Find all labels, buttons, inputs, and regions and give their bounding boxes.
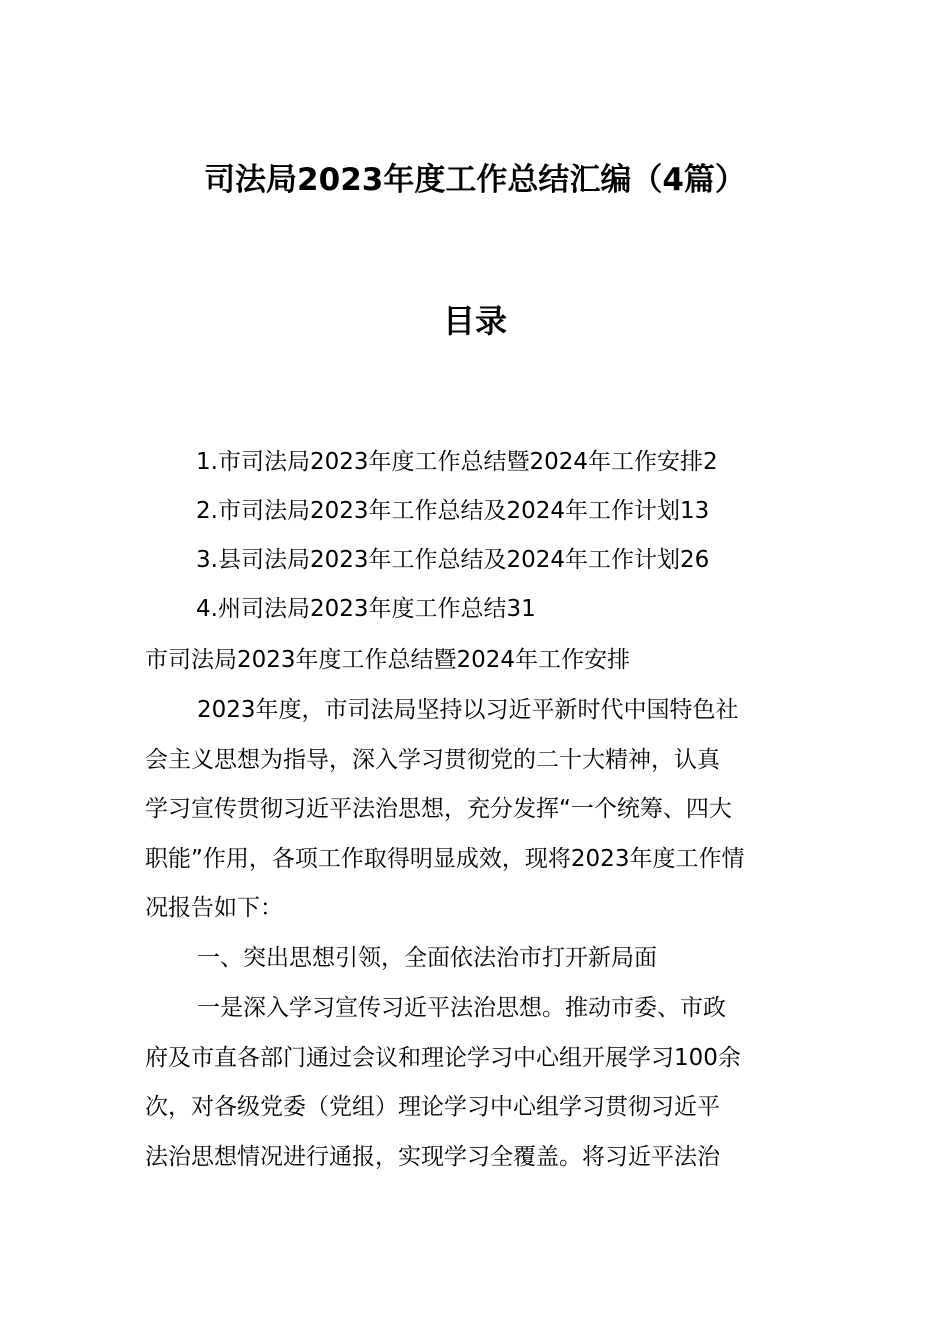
paragraph-line: 府及市直各部门通过会议和理论学习中心组开展学习100余 [145, 1044, 741, 1071]
paragraph-line: 2023年度，市司法局坚持以习近平新时代中国特色社 [197, 697, 739, 723]
toc-item: 1.市司法局2023年度工作总结暨2024年工作安排2 [196, 449, 718, 475]
toc-item: 2.市司法局2023年工作总结及2024年工作计划13 [196, 498, 710, 524]
point-paragraph [145, 984, 809, 1182]
subheading: 一、突出思想引领，全面依法治市打开新局面 [197, 945, 657, 971]
paragraph-line: 一是深入学习宣传习近平法治思想。推动市委、市政 [197, 995, 726, 1021]
paragraph-line: 况报告如下： [145, 895, 283, 921]
toc-item: 4.州司法局2023年度工作总结31 [196, 596, 536, 622]
section-heading: 市司法局2023年度工作总结暨2024年工作安排 [145, 647, 631, 673]
subheading-paragraph [145, 934, 809, 984]
table-of-contents [196, 438, 836, 634]
paragraph-line: 会主义思想为指导，深入学习贯彻党的二十大精神，认真 [145, 746, 720, 773]
paragraph-line: 次，对各级党委（党组）理论学习中心组学习贯彻习近平 [145, 1094, 720, 1120]
paragraph-line: 法治思想情况进行通报，实现学习全覆盖。将习近平法治 [145, 1143, 720, 1170]
intro-paragraph [145, 686, 809, 934]
toc-item: 3.县司法局2023年工作总结及2024年工作计划26 [196, 547, 710, 573]
document-title: 司法局2023年度工作总结汇编（4篇） [204, 162, 746, 198]
paragraph-line: 职能”作用，各项工作取得明显成效，现将2023年度工作情 [145, 845, 745, 872]
paragraph-line: 学习宣传贯彻习近平法治思想，充分发挥“一个统筹、四大 [145, 796, 732, 822]
toc-heading: 目录 [442, 302, 507, 340]
